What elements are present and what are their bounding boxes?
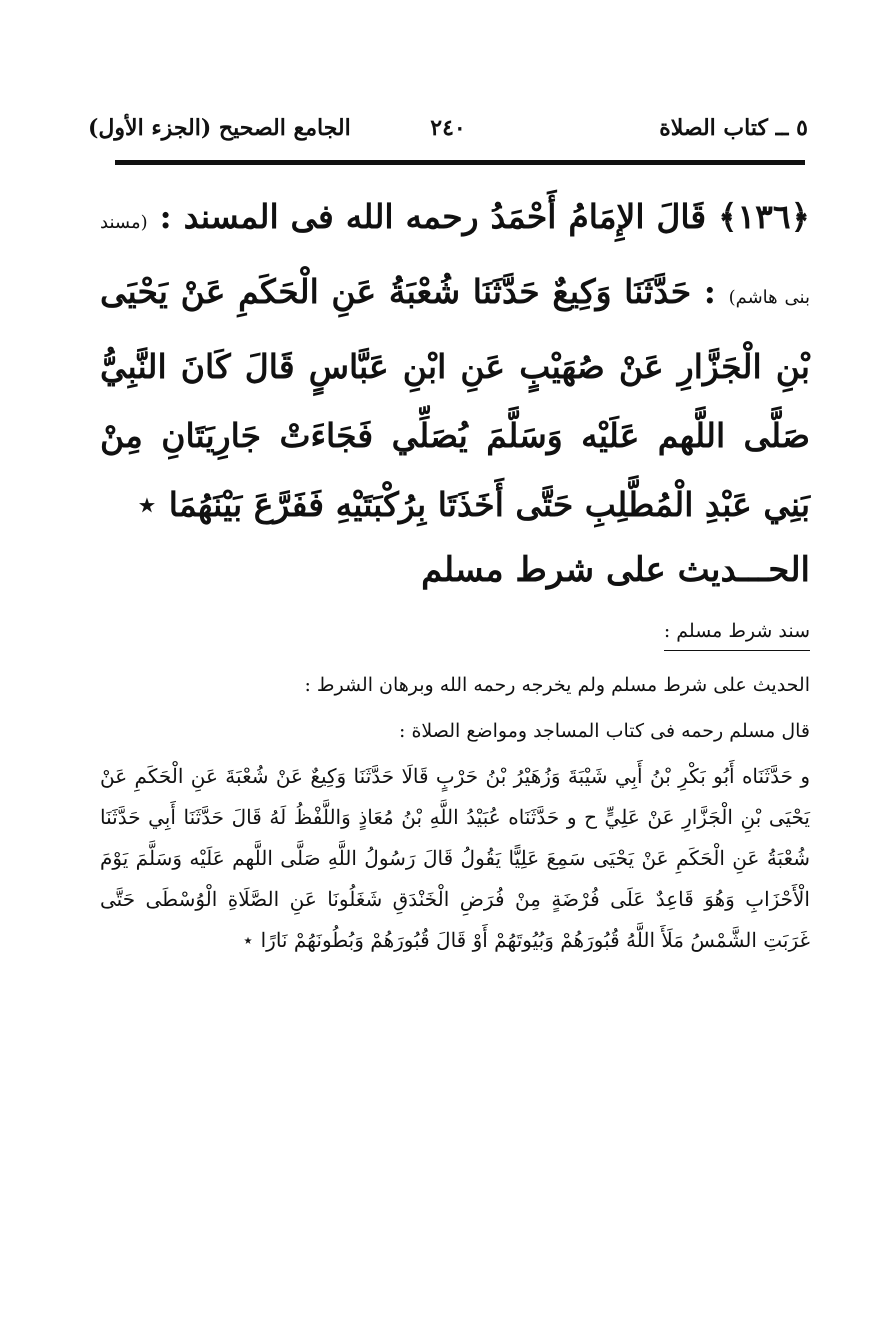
section-subheading: سند شرط مسلم :	[664, 614, 810, 651]
condition-paragraph: الحديث على شرط مسلم ولم يخرجه رحمه الله وبرهان الشرط :	[304, 674, 810, 696]
section-heading: الحـــديث على شرط مسلم	[421, 550, 810, 590]
hadith-block	[100, 182, 810, 539]
hadith-reference: (مسند بنى هاشم)	[100, 212, 810, 308]
header-rule	[115, 160, 805, 165]
page-number: ٢٤٠	[430, 115, 466, 141]
hadith-intro: قَالَ الإِمَامُ أَحْمَدُ رحمه الله فى المسند :	[159, 197, 707, 236]
source-paragraph: قال مسلم رحمه فى كتاب المساجد ومواضع الصلاة :	[399, 720, 810, 742]
muslim-hadith-text: و حَدَّثَنَاه أَبُو بَكْرِ بْنُ أَبِي شَيْبَةَ وَزُهَيْرُ بْنُ حَرْبٍ قَالَا حَدَّثَنَا وَكِيعٌ عَنْ شُعْبَةَ عَنِ الْحَكَمِ عَنْ يَحْيَى بْنِ الْجَزَّارِ عَنْ عَلِيٍّ ح و حَدَّثَنَاه عُبَيْدُ اللَّهِ بْنُ مُعَاذٍ وَاللَّفْظُ لَهُ قَالَ حَدَّثَنَا أَبِي حَدَّثَنَا شُعْبَةُ عَنِ الْحَكَمِ عَنْ يَحْيَى سَمِعَ عَلِيًّا يَقُولُ قَالَ رَسُولُ اللَّهِ صَلَّى اللَّهم عَلَيْه وَسَلَّمَ يَوْمَ الْأَحْزَابِ وَهُوَ قَاعِدٌ عَلَى فُرْضَةٍ مِنْ فُرَضِ الْخَنْدَقِ شَغَلُونَا عَنِ الصَّلَاةِ الْوُسْطَى حَتَّى غَرَبَتِ الشَّمْسُ مَلَأَ اللَّهُ قُبُورَهُمْ وَبُيُوتَهُمْ أَوْ قَالَ قُبُورَهُمْ وَبُطُونَهُمْ نَارًا ⋆	[100, 764, 810, 952]
chapter-title: ٥ ــ كتاب الصلاة	[659, 115, 808, 141]
page-header	[88, 108, 808, 148]
hadith-number: ﴿١٣٦﴾	[718, 197, 810, 236]
hadith-text: : حَدَّثَنَا وَكِيعٌ حَدَّثَنَا شُعْبَةُ عَنِ الْحَكَمِ عَنْ يَحْيَى بْنِ الْجَزَّارِ عَنْ صُهَيْبٍ عَنِ ابْنِ عَبَّاسٍ قَالَ كَانَ النَّبِيُّ صَلَّى اللَّهم عَلَيْه وَسَلَّمَ يُصَلِّي فَجَاءَتْ جَارِيَتَانِ مِنْ بَنِي عَبْدِ الْمُطَّلِبِ حَتَّى أَخَذَتَا بِرُكْبَتَيْهِ فَفَرَّعَ بَيْنَهُمَا ⋆	[100, 272, 810, 524]
book-title: الجامع الصحيح (الجزء الأول)	[88, 115, 351, 141]
